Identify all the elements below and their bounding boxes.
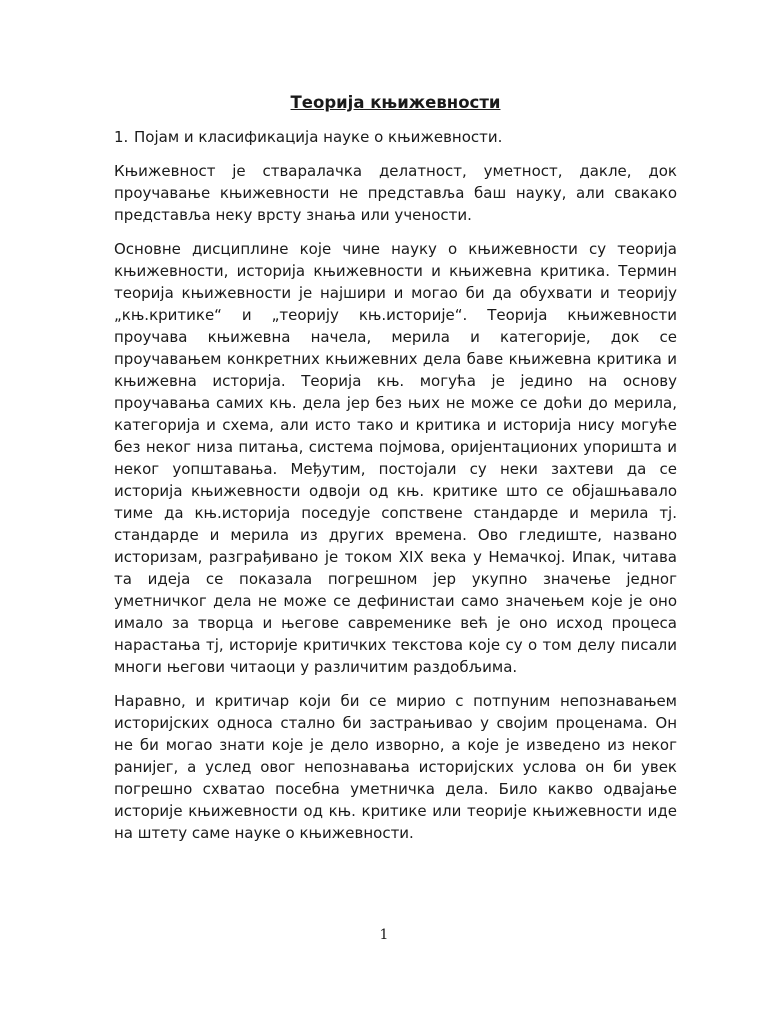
paragraph-3: Наравно, и критичар који би се мирио с потпуним непознавањем историјских односа стално би застрањивао у својим проценама. Он не би могао знати које је дело изворно, а које је изведено из неког ранијег, а услед овог непознавања историјских услова он би увек погрешно схватао посебна уметничка дела. Било какво одвајање историје књижевности од књ. критике или теорије књижевности иде на штету саме науке о књижевности. [114,692,677,842]
paragraph-2: Основне дисциплине које чине науку о књижевности су теорија књижевности, историја књижевности и књижевна критика. Термин теорија књижевности је најшири и могао би да обухвати и теорију „књ.критике“ и „теорију књ.историје“. Теорија књижевности проучава књижевна начела, мерила и категорије, док се проучавањем конкретних књижевних дела баве књижевна критика и књижевна историја. Теорија књ. могућа је једино на основу проучавања самих књ. дела јер без њих не може се доћи до мерила, категорија и схема, али исто тако и критика и историја нису могуће без неког низа питања, система појмова, оријентационих упоришта и неког уопштавања. Међутим, постојали су неки захтеви да се историја књижевности одвоји од књ. критике што се објашњавало тиме да књ.историја поседује сопствене стандарде и мерила тј. стандарде и мерила из других времена. Ово гледиште, названо историзам, разграђивано је током XIX века у Немачкој. Ипак, читава та идеја се показала погрешном јер укупно значење једног уметничког дела не може се дефинистаи само значењем које је оно имало за творца и његове савременике већ је оно исход процеса нарастања тј, историје критичких текстова које су о том делу писали многи његови читаоци у различитим раздобљима. [114,240,677,676]
document-title: Теорија књижевности [290,93,501,112]
section-heading-text: Појам и класификација науке о књижевности. [134,128,503,146]
paragraph-1: Књижевност је стваралачка делатност, уметност, дакле, док проучавање књижевности не представља баш науку, али свакако представља неку врсту знања или учености. [114,162,677,224]
section-number: 1. [114,128,129,146]
document-page [114,92,677,856]
page-number: 1 [379,927,389,943]
section-heading [114,126,677,148]
